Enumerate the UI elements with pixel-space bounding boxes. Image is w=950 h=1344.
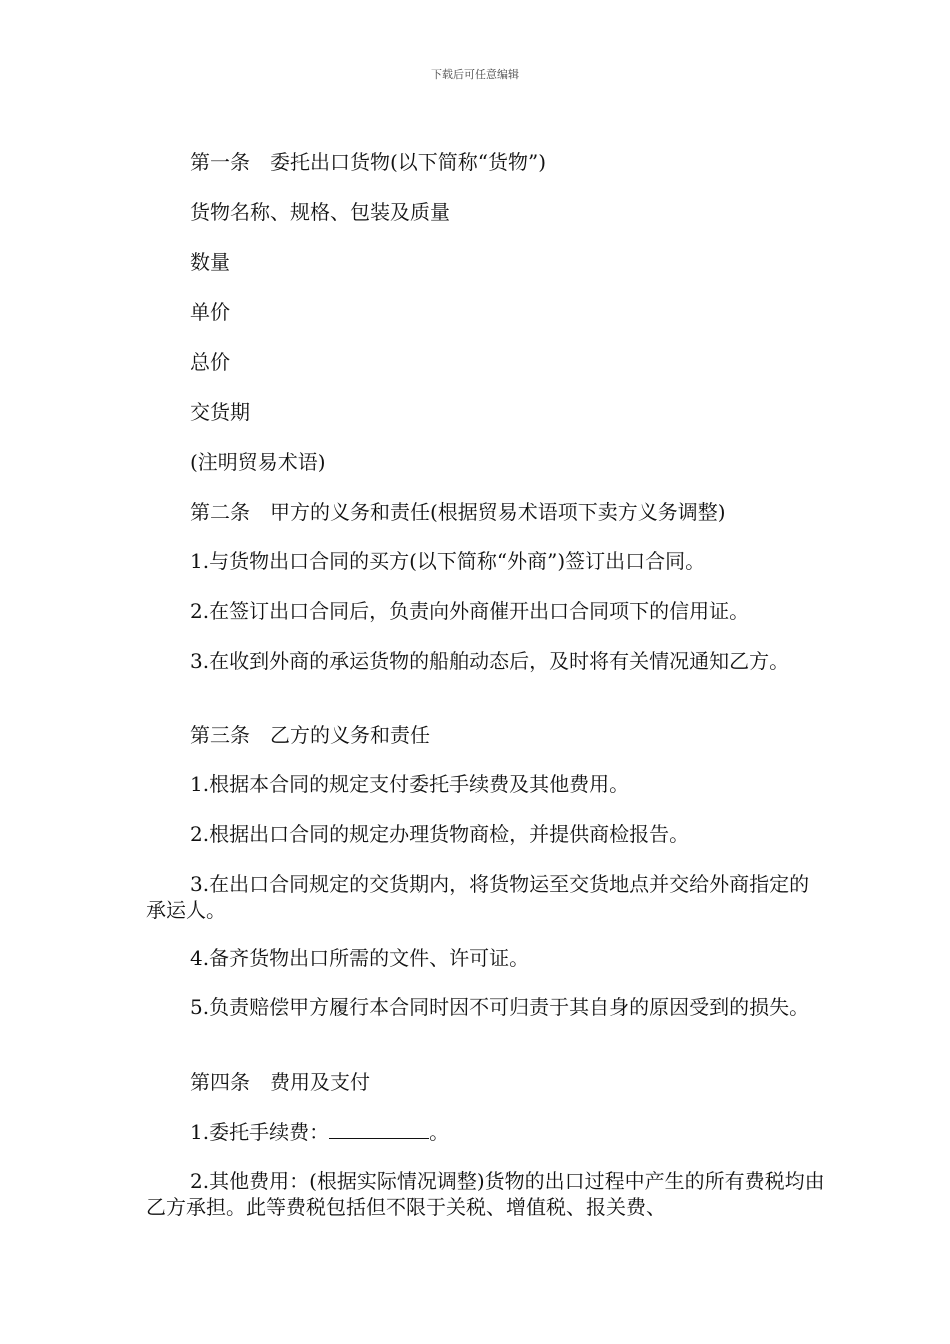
article-2-item-2: 2.在签订出口合同后，负责向外商催开出口合同项下的信用证。 bbox=[190, 599, 750, 623]
paragraph-total-price: 总价 bbox=[190, 350, 230, 374]
article-4-heading: 第四条 费用及支付 bbox=[190, 1070, 370, 1094]
paragraph-quantity: 数量 bbox=[190, 250, 230, 274]
page-header: 下载后可任意编辑 bbox=[431, 68, 519, 81]
paragraph-goods-spec: 货物名称、规格、包装及质量 bbox=[190, 200, 450, 224]
commission-fee-suffix: 。 bbox=[429, 1120, 450, 1144]
article-3-item-5: 5.负责赔偿甲方履行本合同时因不可归责于其自身的原因受到的损失。 bbox=[190, 995, 810, 1019]
commission-fee-blank bbox=[329, 1120, 429, 1139]
paragraph-unit-price: 单价 bbox=[190, 300, 230, 324]
article-3-heading: 第三条 乙方的义务和责任 bbox=[190, 723, 430, 747]
article-2-heading: 第二条 甲方的义务和责任(根据贸易术语项下卖方义务调整) bbox=[190, 500, 726, 524]
article-2-item-3: 3.在收到外商的承运货物的船舶动态后，及时将有关情况通知乙方。 bbox=[190, 649, 790, 673]
commission-fee-label: 1.委托手续费： bbox=[190, 1120, 330, 1144]
paragraph-delivery-period: 交货期 bbox=[190, 400, 250, 424]
article-3-item-4: 4.备齐货物出口所需的文件、许可证。 bbox=[190, 946, 530, 970]
article-3-item-3: 3.在出口合同规定的交货期内，将货物运至交货地点并交给外商指定的承运人。 bbox=[146, 872, 810, 922]
article-3-item-1: 1.根据本合同的规定支付委托手续费及其他费用。 bbox=[190, 772, 630, 796]
article-4-item-1 bbox=[190, 1119, 449, 1145]
article-1-heading: 第一条 委托出口货物(以下简称“货物”) bbox=[190, 150, 547, 174]
article-2-item-1: 1.与货物出口合同的买方(以下简称“外商”)签订出口合同。 bbox=[190, 549, 706, 573]
article-4-item-2: 2.其他费用：(根据实际情况调整)货物的出口过程中产生的所有费税均由乙方承担。此等费税包括但不限于关税、增值税、报关费、 bbox=[146, 1169, 825, 1219]
article-3-item-2: 2.根据出口合同的规定办理货物商检，并提供商检报告。 bbox=[190, 822, 690, 846]
paragraph-trade-terms-note: (注明贸易术语) bbox=[190, 450, 326, 474]
